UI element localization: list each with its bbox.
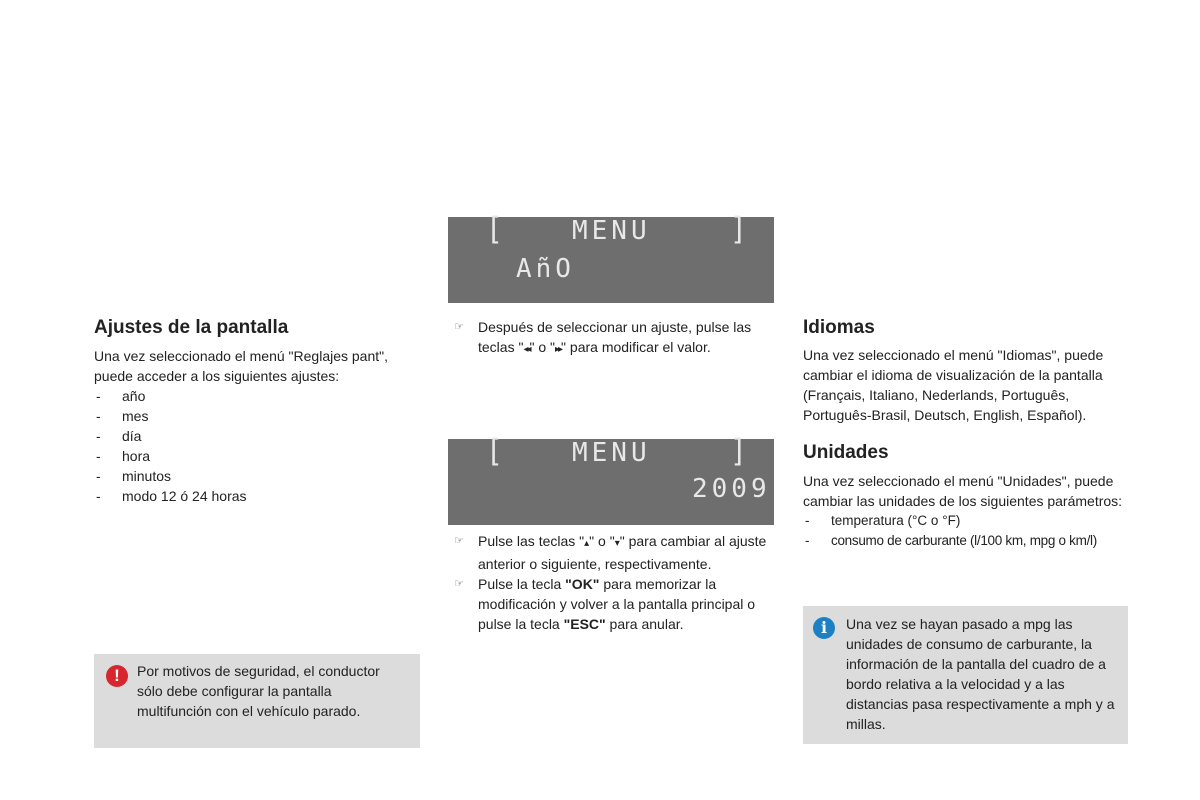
list-item: - mes xyxy=(94,406,424,426)
warning-text: Por motivos de seguridad, el conductor sólo debe configurar la pantalla multifunción con el vehículo parado. xyxy=(137,663,380,719)
pointing-hand-icon: ☞ xyxy=(454,321,464,333)
instruction-2-3 xyxy=(448,531,778,634)
lcd-bracket-right: ] xyxy=(730,210,750,247)
lcd-bracket-right: ] xyxy=(730,432,750,469)
forward-key-icon: ▸▸ xyxy=(555,344,562,355)
warning-icon: ! xyxy=(106,665,128,687)
idiomas-text: Una vez seleccionado el menú "Idiomas", puede cambiar el idioma de visualización de la pantalla (Français, Italiano, Nederlands, Português, Português-Brasil, Deutsch, English, Español). xyxy=(803,347,1104,423)
esc-key-label: "ESC" xyxy=(563,616,606,632)
instruction-1 xyxy=(448,317,778,360)
ajustes-intro: Una vez seleccionado el menú "Reglajes pant", puede acceder a los siguientes ajustes: xyxy=(94,348,388,384)
section-title-unidades: Unidades xyxy=(803,442,889,463)
lcd-display-2009 xyxy=(448,432,774,525)
list-item: - día xyxy=(94,426,424,446)
info-text: Una vez se hayan pasado a mpg las unidades de consumo de carburante, la información de la pantalla del cuadro de a bordo relativa a la velocidad y a las distancias pasa respectivamente a mph y a millas. xyxy=(846,616,1115,732)
down-key-icon: ▾ xyxy=(614,538,620,549)
right-column xyxy=(803,316,1135,551)
unidades-list xyxy=(803,511,1135,551)
info-note xyxy=(803,606,1128,744)
list-item: ☞ Pulse la tecla "OK" para memorizar la modificación y volver a la pantalla principal o pulse la tecla "ESC" para anular. xyxy=(448,574,778,634)
list-item: - temperatura (°C o °F) xyxy=(803,511,1135,531)
pointing-hand-icon: ☞ xyxy=(454,578,464,590)
left-column xyxy=(94,316,424,506)
info-icon: i xyxy=(813,617,835,639)
list-item: - consumo de carburante (l/100 km, mpg o km/l) xyxy=(803,531,1135,551)
section-title-idiomas: Idiomas xyxy=(803,317,875,338)
unidades-text: Una vez seleccionado el menú "Unidades", puede cambiar las unidades de los siguientes parámetros: xyxy=(803,473,1123,509)
section-title-ajustes: Ajustes de la pantalla xyxy=(94,317,289,338)
up-key-icon: ▴ xyxy=(584,538,590,549)
list-item: - minutos xyxy=(94,466,424,486)
lcd-value: AñO xyxy=(516,254,575,284)
list-item: ☞ Después de seleccionar un ajuste, pulse las teclas "◂◂" o "▸▸" para modificar el valor. xyxy=(448,317,778,360)
lcd-bracket-left: [ xyxy=(486,432,506,469)
warning-note xyxy=(94,654,420,748)
lcd-menu-label: MENU xyxy=(572,216,651,246)
list-item: - hora xyxy=(94,446,424,466)
ajustes-list xyxy=(94,386,424,506)
lcd-value: 2009 xyxy=(692,474,771,504)
rewind-key-icon: ◂◂ xyxy=(523,344,530,355)
pointing-hand-icon: ☞ xyxy=(454,535,464,547)
list-item: - año xyxy=(94,386,424,406)
list-item: - modo 12 ó 24 horas xyxy=(94,486,424,506)
list-item: ☞ Pulse las teclas "▴" o "▾" para cambiar al ajuste anterior o siguiente, respectivamente. xyxy=(448,531,778,574)
lcd-bracket-left: [ xyxy=(486,210,506,247)
ok-key-label: "OK" xyxy=(565,576,600,592)
lcd-menu-label: MENU xyxy=(572,438,651,468)
lcd-display-year xyxy=(448,210,774,303)
